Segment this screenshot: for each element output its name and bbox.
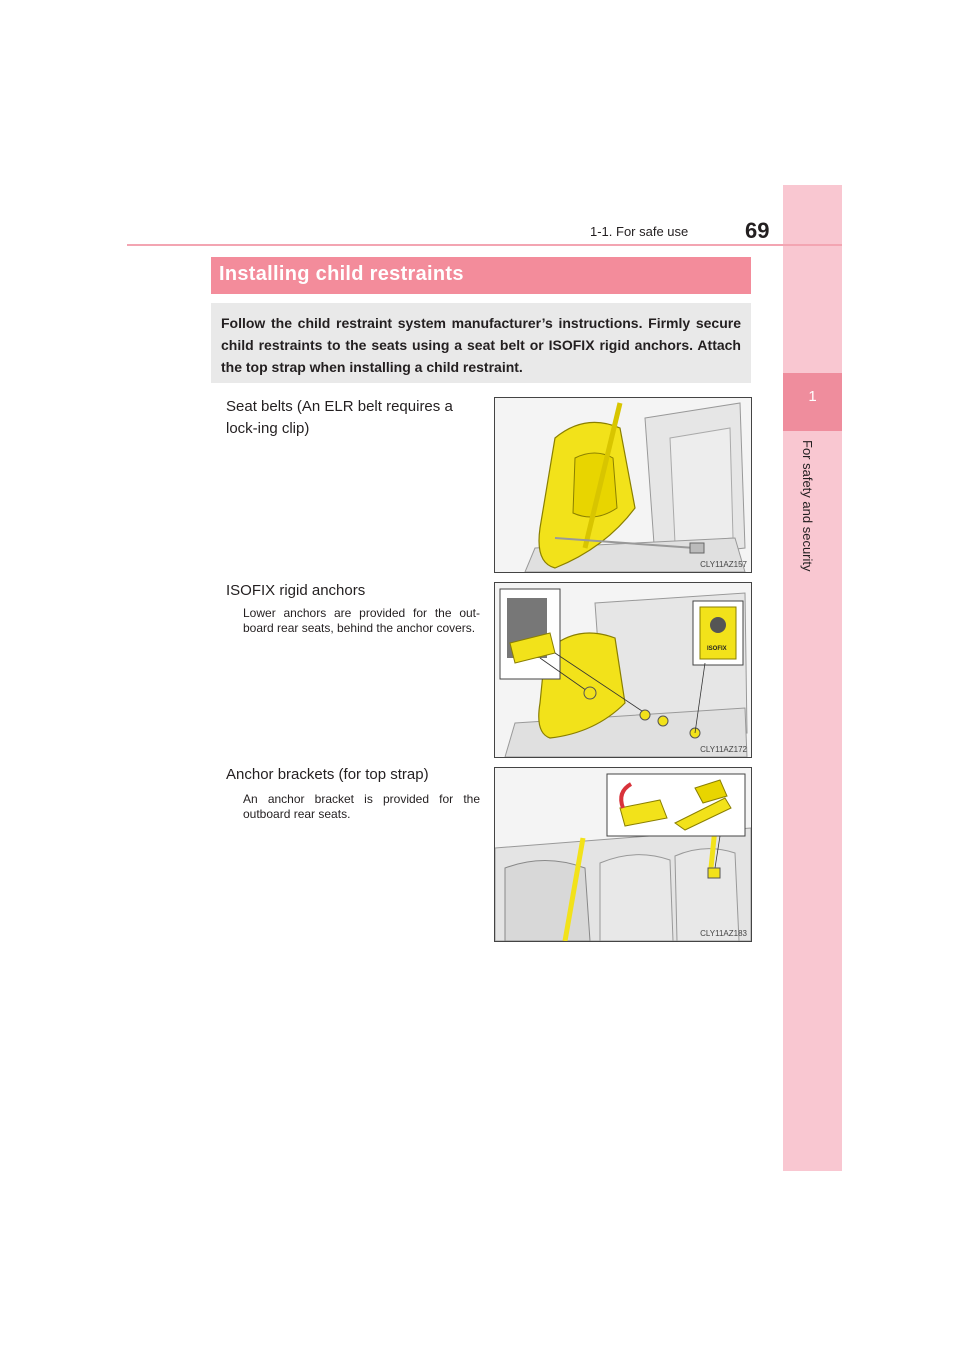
isofix-badge: ISOFIX [707,646,727,652]
section-title: 1-1. For safe use [590,224,689,239]
intro-text: Follow the child restraint system manufacturer’s instructions. Firmly secure child restraints to the seats using a seat belt or ISOFIX rigid anchors. Attach the top strap when installing a child restraint. [221,315,741,375]
chapter-number: 1 [808,388,817,405]
side-band [783,185,842,1171]
page-title: Installing child restraints [219,263,464,285]
chapter-label-wrapper [800,440,825,600]
anchor-bracket-illustration [495,768,751,941]
figure-code: CLY11AZ172 [700,745,747,754]
seat-belt-illustration [495,398,751,572]
item-label-isofix: ISOFIX rigid anchors [226,582,366,599]
figure-code: CLY11AZ157 [700,560,747,569]
figure-isofix [494,582,752,758]
chapter-label: For safety and security [800,440,815,572]
figure-code: CLY11AZ183 [700,929,747,938]
header-rule [127,244,842,246]
item-note-anchor-brackets: An anchor bracket is provided for the outboard rear seats. [243,792,480,821]
figure-seat-belts [494,397,752,573]
item-note-isofix: Lower anchors are provided for the out-board rear seats, behind the anchor covers. [243,606,480,635]
figure-anchor-brackets [494,767,752,942]
item-label-anchor-brackets: Anchor brackets (for top strap) [226,766,429,783]
isofix-illustration [495,583,751,757]
page-number: 69 [745,218,770,243]
item-label-seat-belts: Seat belts (An ELR belt requires a lock-ing clip) [226,398,453,437]
